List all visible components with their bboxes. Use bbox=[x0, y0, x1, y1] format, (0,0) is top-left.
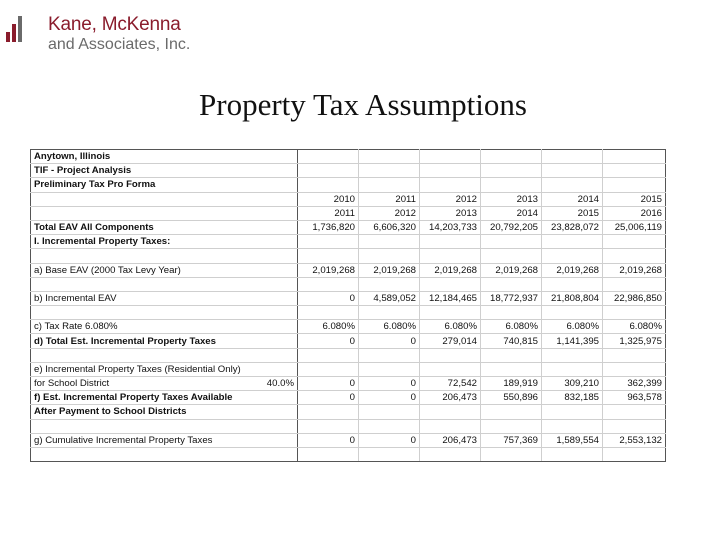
year-cell: 2012 bbox=[359, 206, 420, 220]
year-cell: 2013 bbox=[481, 192, 542, 206]
year-cell: 2014 bbox=[542, 192, 603, 206]
value-cell: 740,815 bbox=[481, 334, 542, 348]
value-cell: 0 bbox=[359, 334, 420, 348]
logo-name: Kane, McKenna bbox=[48, 14, 181, 35]
value-cell: 279,014 bbox=[420, 334, 481, 348]
header-line: TIF - Project Analysis bbox=[31, 164, 298, 178]
value-cell: 0 bbox=[298, 391, 359, 405]
value-cell: 0 bbox=[298, 334, 359, 348]
value-cell: 2,553,132 bbox=[603, 433, 666, 447]
value-cell: 21,808,804 bbox=[542, 291, 603, 305]
value-cell: 14,203,733 bbox=[420, 220, 481, 234]
value-cell: 309,210 bbox=[542, 377, 603, 391]
table-row bbox=[31, 348, 666, 362]
row-label: b) Incremental EAV bbox=[31, 291, 298, 305]
residential-row bbox=[31, 362, 666, 376]
value-cell: 2,019,268 bbox=[481, 263, 542, 277]
value-cell: 1,736,820 bbox=[298, 220, 359, 234]
row-label: d) Total Est. Incremental Property Taxes bbox=[31, 334, 298, 348]
year-cell: 2013 bbox=[420, 206, 481, 220]
base-eav-row bbox=[31, 263, 666, 277]
value-cell: 0 bbox=[298, 377, 359, 391]
header-line: Anytown, Illinois bbox=[31, 150, 298, 164]
total-est-row bbox=[31, 334, 666, 348]
logo-subtitle: and Associates, Inc. bbox=[48, 36, 191, 53]
year-cell: 2014 bbox=[481, 206, 542, 220]
value-cell: 2,019,268 bbox=[542, 263, 603, 277]
table-row bbox=[31, 419, 666, 433]
table-row bbox=[31, 164, 666, 178]
cumulative-row bbox=[31, 433, 666, 447]
value-cell: 12,184,465 bbox=[420, 291, 481, 305]
year-cell: 2012 bbox=[420, 192, 481, 206]
incremental-eav-row bbox=[31, 291, 666, 305]
value-cell: 1,325,975 bbox=[603, 334, 666, 348]
available-row bbox=[31, 391, 666, 405]
total-eav-row bbox=[31, 220, 666, 234]
value-cell: 1,141,395 bbox=[542, 334, 603, 348]
value-cell: 0 bbox=[359, 433, 420, 447]
value-cell: 189,919 bbox=[481, 377, 542, 391]
row-label: Total EAV All Components bbox=[31, 220, 298, 234]
year-cell: 2011 bbox=[298, 206, 359, 220]
value-cell: 2,019,268 bbox=[359, 263, 420, 277]
tax-rate-row bbox=[31, 320, 666, 334]
after-payment-row bbox=[31, 405, 666, 419]
value-cell: 832,185 bbox=[542, 391, 603, 405]
table-row bbox=[31, 178, 666, 192]
value-cell: 6.080% bbox=[298, 320, 359, 334]
value-cell: 206,473 bbox=[420, 433, 481, 447]
value-cell: 2,019,268 bbox=[298, 263, 359, 277]
value-cell: 22,986,850 bbox=[603, 291, 666, 305]
value-cell: 757,369 bbox=[481, 433, 542, 447]
row-label: g) Cumulative Incremental Property Taxes bbox=[31, 433, 298, 447]
value-cell: 0 bbox=[359, 391, 420, 405]
value-cell: 18,772,937 bbox=[481, 291, 542, 305]
year-row-end bbox=[31, 206, 666, 220]
value-cell: 72,542 bbox=[420, 377, 481, 391]
value-cell: 0 bbox=[298, 433, 359, 447]
value-cell: 206,473 bbox=[420, 391, 481, 405]
year-cell: 2015 bbox=[603, 192, 666, 206]
section-title: I. Incremental Property Taxes: bbox=[31, 235, 298, 249]
section-row bbox=[31, 235, 666, 249]
value-cell: 362,399 bbox=[603, 377, 666, 391]
value-cell: 25,006,119 bbox=[603, 220, 666, 234]
year-cell: 2015 bbox=[542, 206, 603, 220]
value-cell: 2,019,268 bbox=[420, 263, 481, 277]
value-cell: 6.080% bbox=[603, 320, 666, 334]
table-row bbox=[31, 277, 666, 291]
value-cell: 2,019,268 bbox=[603, 263, 666, 277]
row-label: for School District bbox=[34, 378, 110, 390]
year-cell: 2016 bbox=[603, 206, 666, 220]
table-row bbox=[31, 249, 666, 263]
value-cell: 1,589,554 bbox=[542, 433, 603, 447]
value-cell: 0 bbox=[298, 291, 359, 305]
school-district-row bbox=[31, 377, 666, 391]
row-label: c) Tax Rate 6.080% bbox=[31, 320, 298, 334]
header-line: Preliminary Tax Pro Forma bbox=[31, 178, 298, 192]
company-logo bbox=[6, 8, 266, 58]
value-cell: 6.080% bbox=[542, 320, 603, 334]
logo-bars-icon bbox=[6, 16, 28, 42]
table-row bbox=[31, 150, 666, 164]
row-label: f) Est. Incremental Property Taxes Available bbox=[31, 391, 298, 405]
row-label: e) Incremental Property Taxes (Residential Only) bbox=[31, 362, 298, 376]
table-row bbox=[31, 447, 666, 461]
table-row bbox=[31, 306, 666, 320]
value-cell: 6.080% bbox=[420, 320, 481, 334]
tax-pro-forma-table bbox=[30, 149, 666, 462]
row-label: After Payment to School Districts bbox=[31, 405, 298, 419]
value-cell: 550,896 bbox=[481, 391, 542, 405]
slide-title: Property Tax Assumptions bbox=[199, 87, 527, 122]
value-cell: 6.080% bbox=[359, 320, 420, 334]
value-cell: 6.080% bbox=[481, 320, 542, 334]
year-cell: 2011 bbox=[359, 192, 420, 206]
value-cell: 4,589,052 bbox=[359, 291, 420, 305]
value-cell: 0 bbox=[359, 377, 420, 391]
year-row-start bbox=[31, 192, 666, 206]
year-cell: 2010 bbox=[298, 192, 359, 206]
value-cell: 20,792,205 bbox=[481, 220, 542, 234]
value-cell: 23,828,072 bbox=[542, 220, 603, 234]
value-cell: 6,606,320 bbox=[359, 220, 420, 234]
value-cell: 963,578 bbox=[603, 391, 666, 405]
school-share-pct: 40.0% bbox=[266, 378, 294, 389]
row-label: a) Base EAV (2000 Tax Levy Year) bbox=[31, 263, 298, 277]
